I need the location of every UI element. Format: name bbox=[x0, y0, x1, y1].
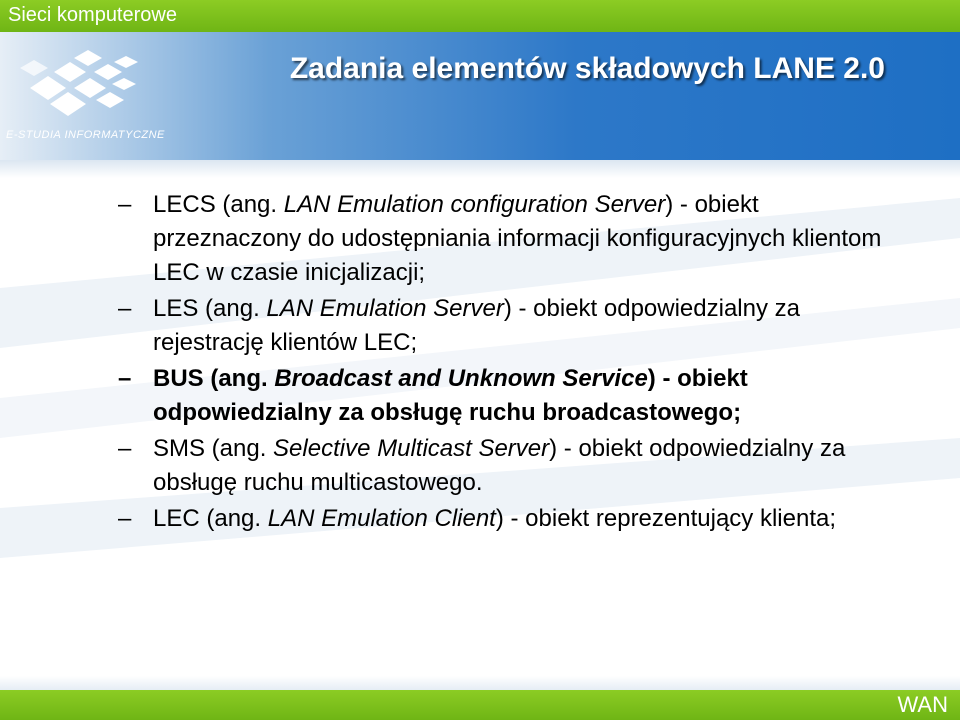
bullet-bus: – BUS (ang. Broadcast and Unknown Service) - obiekt odpowiedzialny za obsługę ruchu broadcastowego; bbox=[118, 365, 748, 426]
bullet-lec: – LEC (ang. LAN Emulation Client) - obiekt reprezentujący klienta; bbox=[118, 505, 837, 532]
slide-body bbox=[0, 178, 960, 678]
bullet-les: – LES (ang. LAN Emulation Server) - obiekt odpowiedzialny za rejestrację klientów LEC; bbox=[118, 295, 800, 356]
bottom-bar bbox=[0, 690, 960, 720]
brand-text: E-STUDIA INFORMATYCZNE bbox=[6, 129, 165, 141]
course-title: Sieci komputerowe bbox=[8, 4, 177, 26]
logo-icon bbox=[10, 38, 160, 128]
bullet-lecs: – LECS (ang. LAN Emulation configuration Server) - obiekt przeznaczony do udostępniania informacji konfiguracyjnych klientom LEC w czasie inicjalizacji; bbox=[118, 191, 882, 286]
slide-title: Zadania elementów składowych LANE 2.0 bbox=[289, 52, 885, 85]
slide-header bbox=[0, 32, 960, 160]
footer-label: WAN bbox=[897, 692, 948, 717]
top-bar bbox=[0, 0, 960, 32]
bullet-list bbox=[118, 188, 898, 538]
bullet-sms: – SMS (ang. Selective Multicast Server) - obiekt odpowiedzialny za obsługę ruchu multicastowego. bbox=[118, 435, 846, 496]
header-fade bbox=[0, 160, 960, 178]
footer-fade bbox=[0, 676, 960, 690]
